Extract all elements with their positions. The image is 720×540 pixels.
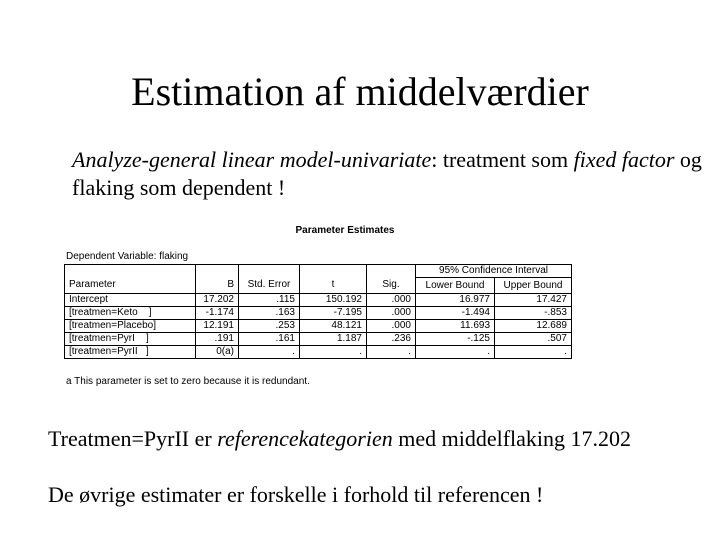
table-cell: .000 — [367, 307, 416, 320]
ci-header: 95% Confidence Interval — [416, 265, 572, 278]
intro-text-segment: : treatment som — [431, 147, 574, 172]
table-caption: Parameter Estimates — [295, 225, 395, 236]
note-reference-term: referencekategorien — [217, 426, 393, 451]
table-cell: 11.693 — [416, 320, 495, 333]
table-row — [65, 333, 572, 346]
intro-text — [72, 146, 702, 202]
header-cell — [300, 265, 367, 278]
header-cell — [367, 265, 416, 278]
table-cell: .163 — [239, 307, 300, 320]
table-cell: 150.192 — [300, 294, 367, 307]
column-header: Upper Bound — [495, 278, 572, 294]
table-cell: .000 — [367, 294, 416, 307]
header-cell — [196, 265, 239, 278]
table-cell: .191 — [196, 333, 239, 346]
table-footnote: a This parameter is set to zero because it is redundant. — [66, 376, 310, 387]
table-cell: [treatmen=Keto ] — [65, 307, 196, 320]
table-cell: .115 — [239, 294, 300, 307]
table-cell: . — [239, 346, 300, 359]
slide-title: Estimation af middelværdier — [131, 69, 589, 114]
column-header: t — [300, 278, 367, 294]
table-row — [65, 294, 572, 307]
intro-text-segment: og flaking som dependent ! — [72, 147, 702, 200]
table-cell: .253 — [239, 320, 300, 333]
column-header: Std. Error — [239, 278, 300, 294]
table-cell: Intercept — [65, 294, 196, 307]
column-header: Parameter — [65, 278, 196, 294]
table-cell: 16.977 — [416, 294, 495, 307]
table-header-row — [65, 278, 572, 294]
table-cell: . — [300, 346, 367, 359]
table-cell: -1.494 — [416, 307, 495, 320]
table-cell: 12.689 — [495, 320, 572, 333]
table-cell: 0(a) — [196, 346, 239, 359]
table-cell: .000 — [367, 320, 416, 333]
table-row — [65, 320, 572, 333]
table-cell: . — [416, 346, 495, 359]
table-cell: .236 — [367, 333, 416, 346]
table-cell: 17.427 — [495, 294, 572, 307]
table-header-row — [65, 265, 572, 278]
table-cell: 17.202 — [196, 294, 239, 307]
table-cell: -.125 — [416, 333, 495, 346]
intro-fixed-factor: fixed factor — [573, 147, 675, 172]
table-cell: [treatmen=PyrII ] — [65, 346, 196, 359]
note-text-segment: Treatmen=PyrII er — [48, 426, 218, 451]
table-cell: 12.191 — [196, 320, 239, 333]
column-header: B — [196, 278, 239, 294]
dependent-variable-label: Dependent Variable: flaking — [66, 251, 189, 262]
table-cell: -.853 — [495, 307, 572, 320]
header-cell — [65, 265, 196, 278]
table-cell: -7.195 — [300, 307, 367, 320]
table-row — [65, 346, 572, 359]
table-cell: -1.174 — [196, 307, 239, 320]
header-cell — [239, 265, 300, 278]
reference-note — [48, 426, 631, 452]
table-cell: .161 — [239, 333, 300, 346]
intro-menu-path: Analyze-general linear model-univariate — [72, 147, 432, 172]
table-cell: [treatmen=PyrI ] — [65, 333, 196, 346]
table-cell: [treatmen=Placebo] — [65, 320, 196, 333]
table-cell: 1.187 — [300, 333, 367, 346]
differences-note: De øvrige estimater er forskelle i forhold til referencen ! — [48, 482, 544, 507]
note-text-segment: med middelflaking 17.202 — [392, 426, 632, 451]
table-cell: . — [495, 346, 572, 359]
parameter-estimates-table — [64, 264, 572, 359]
table-cell: . — [367, 346, 416, 359]
table-cell: .507 — [495, 333, 572, 346]
column-header: Lower Bound — [416, 278, 495, 294]
table-row — [65, 307, 572, 320]
table-cell: 48.121 — [300, 320, 367, 333]
column-header: Sig. — [367, 278, 416, 294]
